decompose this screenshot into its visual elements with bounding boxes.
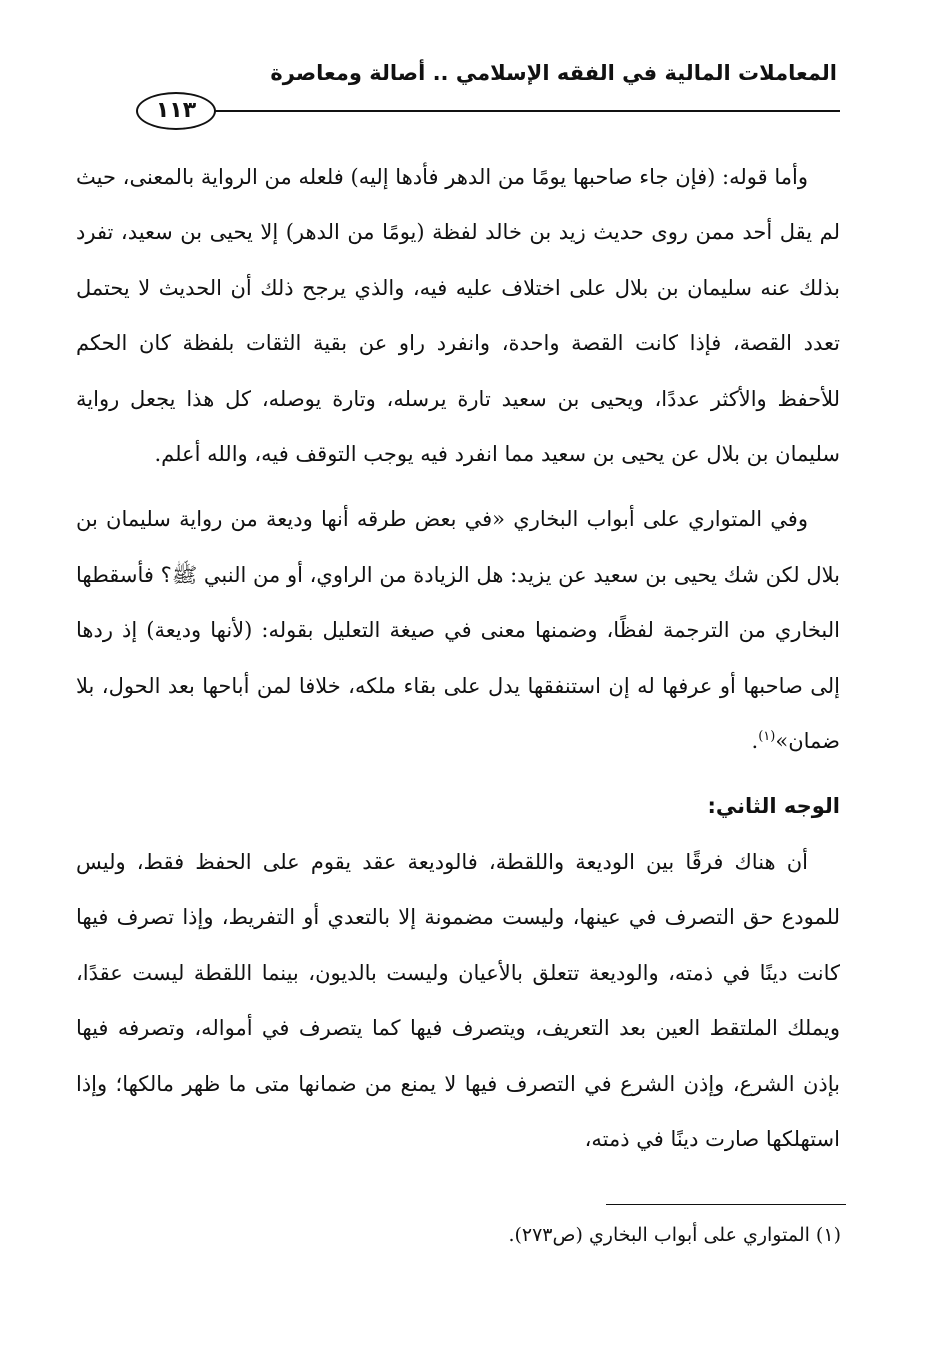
page-number: ١١٣ — [136, 92, 216, 130]
paragraph-1: وأما قوله: (فإن جاء صاحبها يومًا من الدهر فأدها إليه) فلعله من الرواية بالمعنى، حيث لم يقل أحد ممن روى حديث زيد بن خالد لفظة (يومًا من الدهر) إلا يحيى بن سعيد، تفرد بذلك عنه سليمان بن بلال على اختلاف عليه فيه، والذي يرجح ذلك أن الحديث لا يحتمل تعدد القصة، فإذا كانت القصة واحدة، وانفرد راو عن بقية الثقات بلفظة كان الحكم للأحفظ والأكثر عددًا، ويحيى بن سعيد تارة يرسله، وتارة يوصله، كل هذا يجعل رواية سليمان بن بلال عن يحيى بن سعيد مما انفرد فيه يوجب التوقف فيه، والله أعلم. — [76, 165, 840, 467]
section-heading: الوجه الثاني: — [707, 794, 840, 819]
running-header: المعاملات المالية في الفقه الإسلامي .. أصالة ومعاصرة — [270, 61, 837, 85]
footnote: (١) المتواري على أبواب البخاري (ص٢٧٣). — [508, 1224, 841, 1246]
paragraph-2-text: وفي المتواري على أبواب البخاري «في بعض طرقه أنها وديعة من رواية سليمان بن بلال لكن شك يحيى بن سعيد عن يزيد: هل الزيادة من الراوي، أو من النبي ﷺ؟ فأسقطها البخاري من الترجمة لفظًا، وضمنها معنى في صيغة التعليل بقوله: (لأنها وديعة) إذ ردها إلى صاحبها أو عرفها له إن استنفقها يدل على بقاء ملكه، خلافا لمن أباحها بعد الحول، بلا ضمان» — [76, 507, 840, 754]
paragraph-2 — [76, 492, 840, 769]
footnote-rule — [606, 1204, 846, 1205]
header-rule — [215, 110, 840, 112]
body-text — [76, 150, 840, 1167]
paragraph-3: أن هناك فرقًا بين الوديعة واللقطة، فالوديعة عقد يقوم على الحفظ فقط، وليس للمودع حق التصرف في عينها، وليست مضمونة إلا بالتعدي أو التفريط، وإذا تصرف فيها كانت دينًا في ذمته، والوديعة تتعلق بالأعيان وليست بالديون، بينما اللقطة ليست عقدًا، ويملك الملتقط العين بعد التعريف، ويتصرف فيها كما يتصرف في أمواله، وتصرفه فيها بإذن الشرع، وإذن الشرع في التصرف فيها لا يمنع من ضمانها متى ما ظهر مالكها؛ وإذا استهلكها صارت دينًا في ذمته، — [76, 849, 840, 1151]
footnote-reference: (١) — [758, 729, 776, 745]
paragraph-2-end: . — [751, 729, 759, 754]
